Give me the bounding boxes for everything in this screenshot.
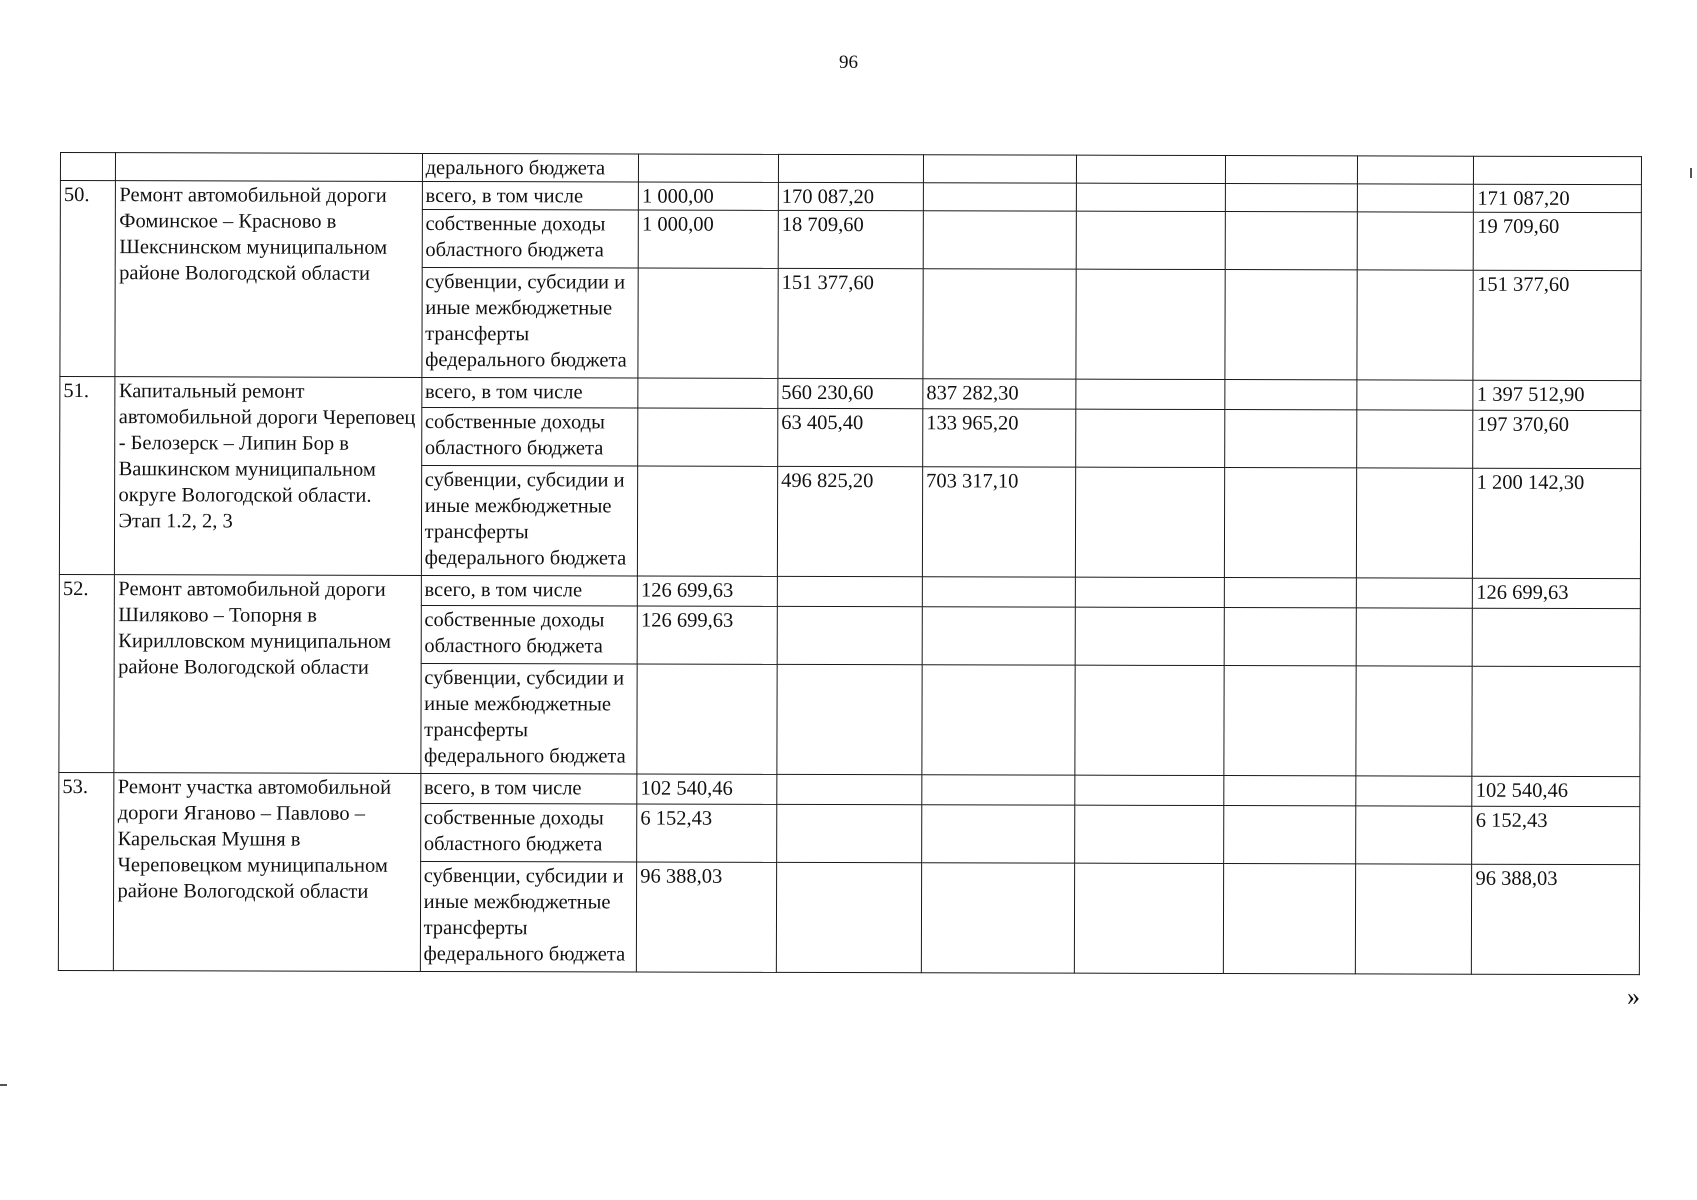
total-value: 171 087,20 — [1474, 184, 1642, 212]
year-value — [1075, 607, 1224, 665]
year-value — [1356, 578, 1472, 608]
total-value: 126 699,63 — [1473, 578, 1641, 608]
year-value — [1224, 608, 1356, 666]
scan-artifact — [0, 1084, 7, 1086]
value-cell — [1358, 156, 1474, 184]
year-value — [638, 378, 778, 408]
total-value — [1473, 608, 1641, 666]
year-value — [1225, 212, 1357, 270]
year-value — [1225, 270, 1358, 380]
year-value: 96 388,03 — [637, 862, 777, 972]
total-value: 151 377,60 — [1473, 270, 1641, 380]
funding-source: всего, в том числе — [421, 377, 638, 408]
year-value — [777, 664, 922, 774]
value-cell — [1076, 155, 1225, 183]
project-name: Ремонт автомобильной дороги Фоминское – Красново в Шекснинском муниципальном районе Вологодской области — [115, 181, 422, 378]
year-value: 126 699,63 — [638, 576, 778, 606]
funding-source: собственные доходы областного бюджета — [421, 605, 638, 664]
table-row — [59, 574, 1640, 608]
year-value — [1224, 666, 1357, 776]
funding-source: субвенции, субсидии и иные межбюджетные трансферты федерального бюджета — [420, 861, 637, 972]
year-value — [1076, 211, 1225, 269]
year-value — [777, 576, 922, 606]
closing-quote-mark: » — [1627, 982, 1640, 1011]
funding-source: субвенции, субсидии и иные межбюджетные трансферты федерального бюджета — [421, 465, 638, 576]
year-value — [1357, 270, 1474, 380]
year-value — [1074, 805, 1223, 863]
total-value: 197 370,60 — [1473, 410, 1641, 468]
year-value — [922, 607, 1075, 665]
year-value — [923, 183, 1076, 211]
year-value — [1224, 578, 1356, 608]
project-index: 50. — [60, 181, 116, 377]
funding-source: субвенции, субсидии и иные межбюджетные трансферты федерального бюджета — [422, 267, 639, 378]
year-value: 63 405,40 — [778, 408, 923, 466]
total-value: 6 152,43 — [1472, 806, 1640, 864]
year-value: 1 000,00 — [639, 182, 779, 210]
year-value — [1075, 379, 1224, 409]
year-value: 496 825,20 — [777, 466, 922, 576]
year-value — [1356, 608, 1472, 666]
year-value — [1075, 467, 1225, 577]
year-value — [922, 665, 1075, 775]
year-value: 560 230,60 — [778, 378, 923, 408]
year-value — [777, 774, 922, 804]
year-value — [1075, 409, 1224, 467]
value-cell — [923, 155, 1076, 183]
funding-source-cell: дерального бюджета — [422, 153, 639, 182]
total-value: 1 397 512,90 — [1473, 380, 1641, 410]
year-value — [777, 804, 922, 862]
year-value — [1357, 410, 1473, 468]
total-value: 96 388,03 — [1472, 864, 1640, 974]
year-value — [921, 863, 1074, 973]
year-value — [1225, 184, 1357, 212]
year-value — [1224, 776, 1356, 806]
page-number: 96 — [839, 52, 858, 73]
year-value — [1074, 665, 1224, 775]
year-value: 102 540,46 — [637, 774, 777, 804]
year-value — [637, 664, 777, 774]
year-value — [1074, 863, 1224, 973]
year-value — [1075, 577, 1224, 607]
year-value: 703 317,10 — [922, 467, 1075, 577]
year-value — [923, 211, 1076, 269]
year-value — [1225, 410, 1357, 468]
table-row — [60, 181, 1641, 213]
value-cell — [639, 154, 779, 182]
year-value: 18 709,60 — [778, 210, 923, 268]
funding-source: собственные доходы областного бюджета — [422, 209, 639, 268]
year-value — [1224, 468, 1357, 578]
year-value — [1357, 212, 1473, 270]
table-row — [59, 772, 1640, 806]
continuation-row — [60, 153, 1641, 185]
year-value — [1074, 775, 1223, 805]
table-row — [60, 377, 1641, 411]
year-value — [1223, 864, 1356, 974]
year-value: 133 965,20 — [923, 409, 1076, 467]
year-value — [922, 805, 1075, 863]
value-cell — [1225, 156, 1357, 184]
year-value — [1225, 380, 1357, 410]
project-name: Капитальный ремонт автомобильной дороги Череповец - Белозерск – Липин Бор в Вашкинском муниципальном округе Вологодской области. Этап 1.2, 2, 3 — [115, 377, 422, 576]
funding-source: собственные доходы областного бюджета — [420, 803, 637, 862]
year-value — [923, 269, 1076, 379]
year-value — [1356, 806, 1472, 864]
year-value — [922, 577, 1075, 607]
project-name: Ремонт автомобильной дороги Шиляково – Топорня в Кирилловском муниципальном районе Вологодской области — [114, 575, 421, 774]
year-value — [1224, 806, 1356, 864]
funding-source: всего, в том числе — [422, 181, 639, 210]
funding-source: всего, в том числе — [421, 575, 638, 606]
year-value: 1 000,00 — [638, 210, 778, 268]
value-cell — [1474, 156, 1642, 184]
funding-source: субвенции, субсидии и иные межбюджетные трансферты федерального бюджета — [421, 663, 638, 774]
year-value — [638, 466, 778, 576]
year-value — [638, 268, 778, 378]
total-value: 1 200 142,30 — [1473, 468, 1641, 578]
year-value — [776, 862, 921, 972]
year-value — [922, 775, 1075, 805]
total-value: 102 540,46 — [1472, 776, 1640, 806]
funding-source: всего, в том числе — [420, 773, 637, 804]
year-value: 126 699,63 — [637, 606, 777, 664]
year-value: 151 377,60 — [778, 268, 923, 378]
year-value — [777, 606, 922, 664]
year-value: 6 152,43 — [637, 804, 777, 862]
project-name-cell — [116, 153, 422, 182]
year-value — [1356, 666, 1473, 776]
project-index: 51. — [59, 377, 115, 575]
year-value: 837 282,30 — [923, 379, 1076, 409]
scan-artifact — [1690, 168, 1692, 178]
year-value — [638, 408, 778, 466]
project-name: Ремонт участка автомобильной дороги Яганово – Павлово – Карельская Мушня в Череповецком муниципальном районе Вологодской области — [114, 773, 421, 972]
project-index: 53. — [58, 772, 114, 970]
total-value — [1472, 666, 1640, 776]
year-value — [1356, 776, 1472, 806]
index-cell — [60, 153, 116, 181]
year-value — [1357, 380, 1473, 410]
value-cell — [778, 154, 923, 182]
year-value — [1357, 468, 1474, 578]
year-value — [1075, 269, 1225, 379]
budget-table — [58, 152, 1642, 975]
project-index: 52. — [59, 574, 115, 772]
year-value: 170 087,20 — [778, 182, 923, 210]
year-value — [1076, 183, 1225, 211]
year-value — [1356, 864, 1473, 974]
funding-source: собственные доходы областного бюджета — [421, 407, 638, 466]
total-value: 19 709,60 — [1474, 212, 1642, 270]
year-value — [1358, 184, 1474, 212]
